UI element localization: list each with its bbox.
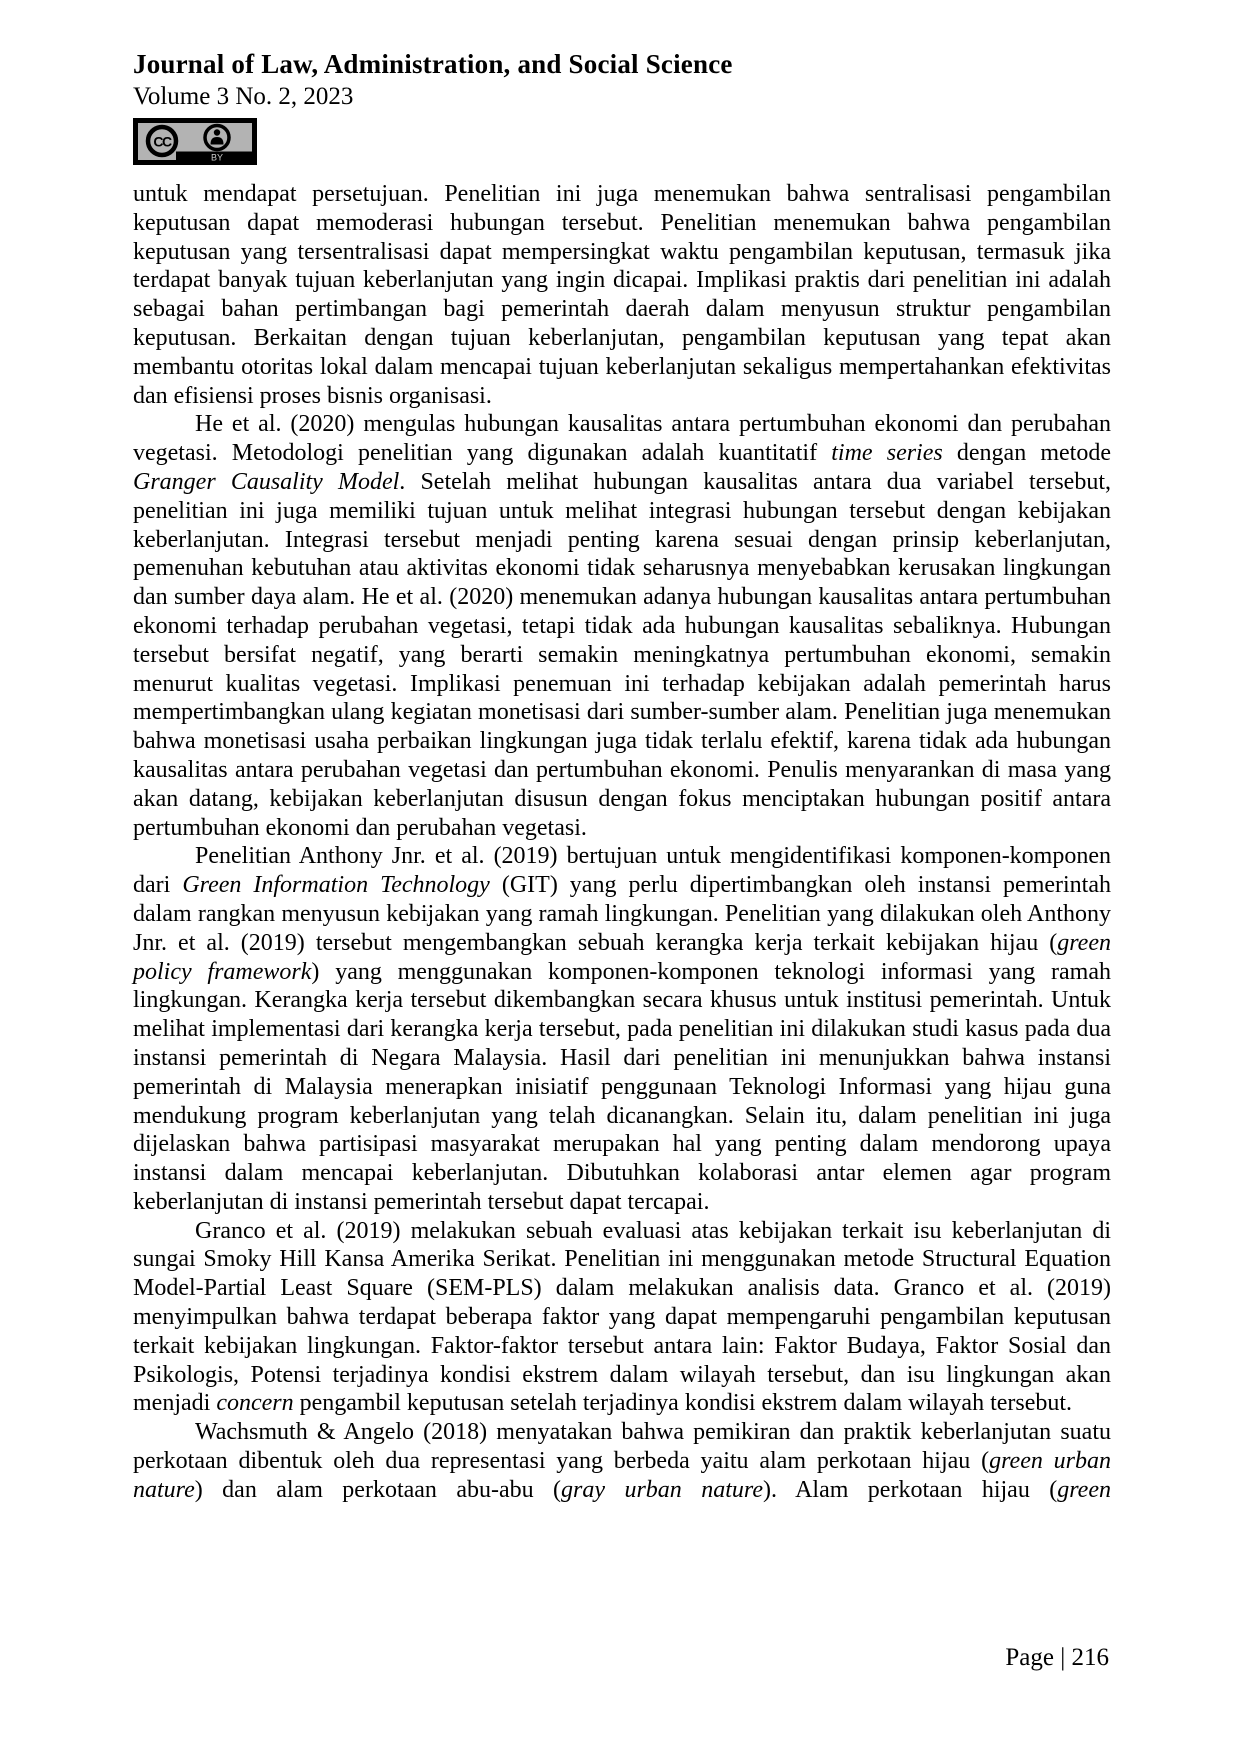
volume-line: Volume 3 No. 2, 2023 — [133, 83, 354, 110]
cc-by-license-badge — [133, 118, 257, 165]
page-content — [133, 48, 1111, 1505]
page-number: Page | 216 — [1005, 1644, 1109, 1671]
italic-text-run: green urban nature — [133, 1448, 1112, 1503]
text-run: Granco et al. (2019) melakukan sebuah evaluasi atas kebijakan terkait isu keberlanjutan di sungai Smoky Hill Kansa Amerika Serikat. Penelitian ini menggunakan metode Structural Equation Model-Partial Least Square (SEM-PLS) dalam melakukan analisis data. Granco et al. (2019) menyimpulkan bahwa terdapat beberapa faktor yang dapat mempengaruhi pengambilan keputusan terkait kebijakan lingkungan. Faktor-faktor tersebut antara lain: Faktor Budaya, Faktor Sosial dan Psikologis, Potensi terjadinya kondisi ekstrem dalam wilayah tersebut, dan isu lingkungan akan menjadi — [133, 1217, 1111, 1417]
italic-text-run: time series — [831, 440, 943, 467]
cc-label: CC — [153, 133, 171, 150]
text-run: . Setelah melihat hubungan kausalitas antara dua variabel tersebut, penelitian ini juga memiliki tujuan untuk melihat integrasi hubungan tersebut dengan kebijakan keberlanjutan. Integrasi tersebut menjadi penting karena sesuai dengan prinsip keberlanjutan, pemenuhan kebutuhan atau aktivitas ekonomi tidak seharusnya menyebabkan kerusakan lingkungan dan sumber daya alam. He et al. (2020) menemukan adanya hubungan kausalitas antara pertumbuhan ekonomi terhadap perubahan vegetasi, tetapi tidak ada hubungan kausalitas sebaliknya. Hubungan tersebut bersifat negatif, yang berarti semakin meningkatnya pertumbuhan ekonomi, semakin menurut kualitas vegetasi. Implikasi penemuan ini terhadap kebijakan adalah pemerintah harus mempertimbangkan ulang kegiatan monetisasi dari sumber-sumber alam. Penelitian juga menemukan bahwa monetisasi usaha perbaikan lingkungan juga tidak terlalu efektif, karena tidak ada hubungan kausalitas antara perubahan vegetasi dan pertumbuhan ekonomi. Penulis menyarankan di masa yang akan datang, kebijakan keberlanjutan disusun dengan fokus menciptakan hubungan positif antara pertumbuhan ekonomi dan perubahan vegetasi. — [133, 468, 1111, 841]
by-label: BY — [210, 152, 224, 163]
text-run: ) dan alam perkotaan abu-abu ( — [194, 1476, 562, 1503]
italic-text-run: Green Information Technology — [182, 872, 490, 899]
italic-text-run: Granger Causality Model — [133, 468, 400, 495]
italic-text-run: green — [1057, 1476, 1111, 1503]
paragraph — [133, 410, 1111, 842]
paragraph — [133, 1217, 1111, 1419]
article-body — [133, 180, 1111, 1505]
paragraph — [133, 180, 1111, 410]
journal-title: Journal of Law, Administration, and Social Science — [133, 49, 733, 79]
text-run: He et al. (2020) mengulas hubungan kausalitas antara pertumbuhan ekonomi dan perubahan vegetasi. Metodologi penelitian yang digunakan adalah kuantitatif — [133, 411, 1111, 467]
text-run: dengan metode — [942, 440, 1111, 467]
italic-text-run: gray urban nature — [561, 1476, 763, 1503]
paragraph — [133, 842, 1111, 1216]
italic-text-run: green policy framework — [133, 929, 1111, 985]
text-run: Penelitian Anthony Jnr. et al. (2019) bertujuan untuk mengidentifikasi komponen-komponen dari — [133, 843, 1111, 899]
text-run: (GIT) yang perlu dipertimbangkan oleh instansi pemerintah dalam rangkan menyusun kebijakan yang ramah lingkungan. Penelitian yang dilakukan oleh Anthony Jnr. et al. (2019) tersebut mengembangkan sebuah kerangka kerja terkait kebijakan hijau ( — [133, 872, 1111, 956]
text-run: pengambil keputusan setelah terjadinya kondisi ekstrem dalam wilayah tersebut. — [293, 1390, 1073, 1417]
paragraph — [133, 1418, 1111, 1504]
italic-text-run: concern — [216, 1390, 294, 1417]
text-run: ) yang menggunakan komponen-komponen teknologi informasi yang ramah lingkungan. Kerangka kerja tersebut dikembangkan secara khusus untuk institusi pemerintah. Untuk melihat implementasi dari kerangka kerja tersebut, pada penelitian ini dilakukan studi kasus pada dua instansi pemerintah di Negara Malaysia. Hasil dari penelitian ini menunjukkan bahwa instansi pemerintah di Malaysia menerapkan inisiatif penggunaan Teknologi Informasi yang hijau guna mendukung program keberlanjutan yang telah dicanangkan. Selain itu, dalam penelitian ini juga dijelaskan bahwa partisipasi masyarakat merupakan hal yang penting dalam mendorong upaya instansi dalam mencapai keberlanjutan. Dibutuhkan kolaborasi antar elemen agar program keberlanjutan di instansi pemerintah tersebut dapat tercapai. — [133, 958, 1112, 1215]
text-run: untuk mendapat persetujuan. Penelitian ini juga menemukan bahwa sentralisasi pengambilan keputusan dapat memoderasi hubungan tersebut. Penelitian menemukan bahwa pengambilan keputusan yang tersentralisasi dapat mempersingkat waktu pengambilan keputusan, termasuk jika terdapat banyak tujuan keberlanjutan yang ingin dicapai. Implikasi praktis dari penelitian ini adalah sebagai bahan pertimbangan bagi pemerintah daerah dalam menyusun struktur pengambilan keputusan. Berkaitan dengan tujuan keberlanjutan, pengambilan keputusan yang tepat akan membantu otoritas lokal dalam mencapai tujuan keberlanjutan sekaligus mempertahankan efektivitas dan efisiensi proses bisnis organisasi. — [133, 181, 1111, 409]
text-run: Wachsmuth & Angelo (2018) menyatakan bahwa pemikiran dan praktik keberlanjutan suatu perkotaan dibentuk oleh dua representasi yang berbeda yaitu alam perkotaan hijau ( — [133, 1419, 1111, 1475]
text-run: ). Alam perkotaan hijau ( — [762, 1476, 1058, 1503]
